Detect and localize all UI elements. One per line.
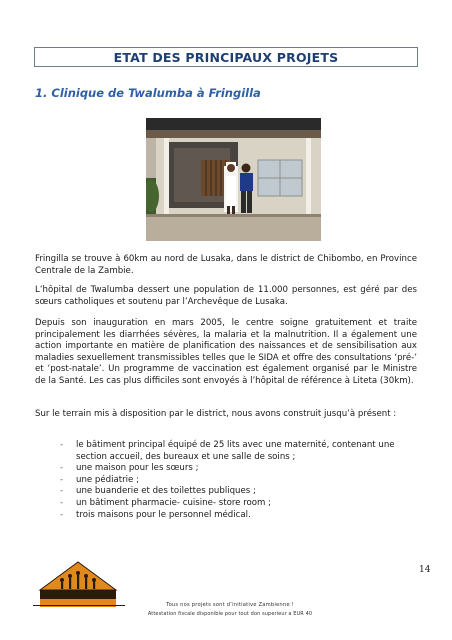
list-item: - un bâtiment pharmacie- cuisine- store room ; <box>60 497 272 508</box>
abantu-zambia-logo <box>36 560 120 610</box>
list-item: - une pédiatrie ; <box>60 474 139 485</box>
paragraph-activities: Depuis son inauguration en mars 2005, le centre soigne gratuitement et traite principalement les diarrhées sévères, la malaria et la malnutrition. Il a également une action importante en matière de planification des naissances et de sensibilisation aux maladies sexuellement transmissibles telles que le SIDA et offre des consultations ‘pré-’ et ‘post-natale’. Un programme de vaccination est également organisé par le Ministre de la Santé. Les cas plus difficiles sont envoyés à l’hôpital de référence à Liteta (30km). <box>35 318 417 386</box>
list-item: - une maison pour les sœurs ; <box>60 463 199 474</box>
page-title: ETAT DES PRINCIPAUX PROJETS <box>113 49 339 65</box>
section-heading: 1. Clinique de Twalumba à Fringilla <box>35 86 261 100</box>
buildings-list <box>60 440 420 521</box>
paragraph-population: L’hôpital de Twalumba dessert une population de 11.000 personnes, est géré par des sœurs catholiques et soutenu par l’Archevêque de Lusaka. <box>35 285 417 307</box>
paragraph-construction: Sur le terrain mis à disposition par le district, nous avons construit jusqu’à présent : <box>35 409 397 419</box>
clinic-photo <box>146 118 321 241</box>
footer-initiative-note: Tous nos projets sont d’initiative Zambienne ! <box>166 602 294 608</box>
list-item: - trois maisons pour le personnel médical. <box>60 509 251 520</box>
page-number: 14 <box>419 565 431 575</box>
page-title-box <box>34 47 418 67</box>
list-item: - le bâtiment principal équipé de 25 lits avec une maternité, contenant une section accueil, des bureaux et une salle de soins ; <box>60 440 395 462</box>
paragraph-location: Fringilla se trouve à 60km au nord de Lusaka, dans le district de Chibombo, en Province Centrale de la Zambie. <box>35 254 417 276</box>
list-item: - une buanderie et des toilettes publiques ; <box>60 486 256 497</box>
footer-tax-note: Attestation fiscale disponible pour tout don superieur a EUR 40 <box>147 611 313 617</box>
